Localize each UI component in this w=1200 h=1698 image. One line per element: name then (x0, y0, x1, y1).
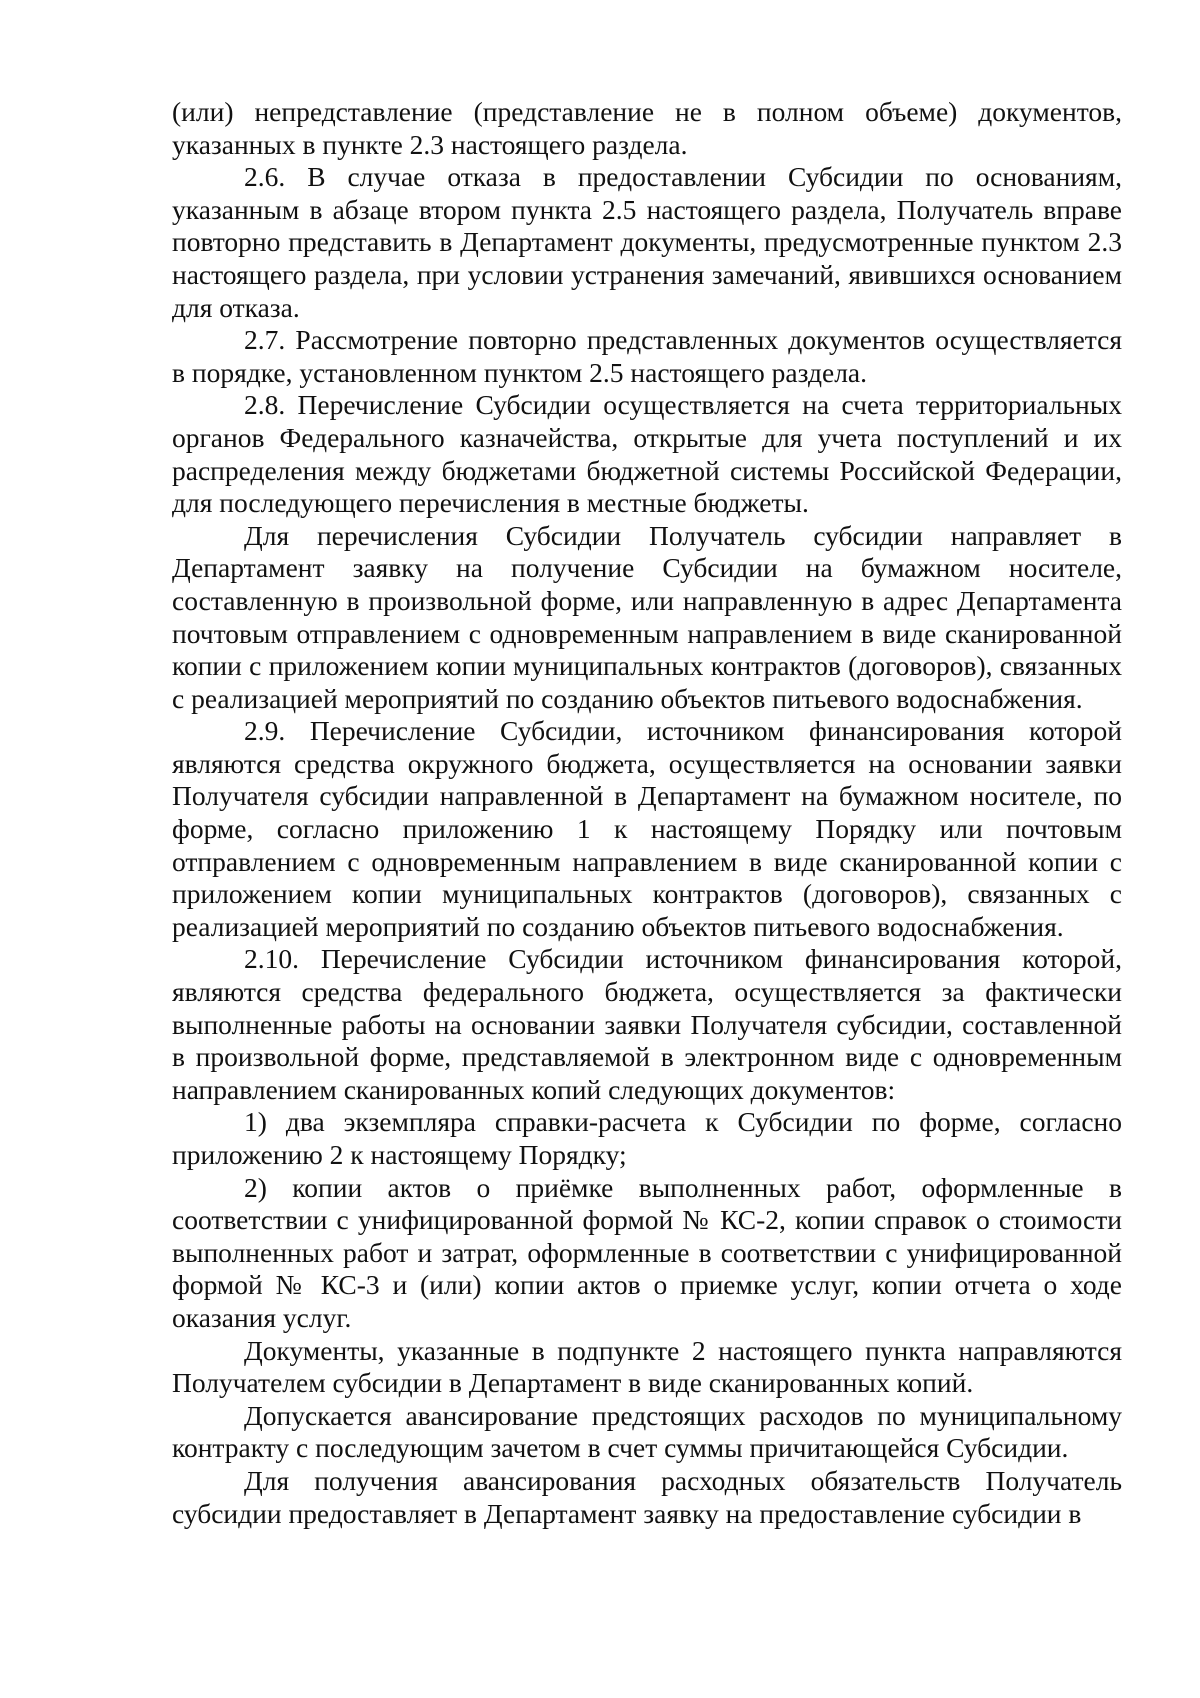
list-item-2: 2) копии актов о приёмке выполненных работ, оформленные в соответствии с унифицированной формой № КС-2, копии справок о стоимости выполненных работ и затрат, оформленные в соответствии с унифицированной формой № КС-3 и (или) копии актов о приемке услуг, копии отчета о ходе оказания услуг. (172, 1171, 1122, 1333)
paragraph-scanned-copies: Документы, указанные в подпункте 2 настоящего пункта направляются Получателем субсидии в Департамент в виде сканированных копий. (172, 1334, 1122, 1399)
paragraph-2-6: 2.6. В случае отказа в предоставлении Субсидии по основаниям, указанным в абзаце втором пункта 2.5 настоящего раздела, Получатель вправе повторно представить в Департамент документы, предусмотренные пунктом 2.3 настоящего раздела, при условии устранения замечаний, явившихся основанием для отказа. (172, 161, 1122, 323)
paragraph-2-7: 2.7. Рассмотрение повторно представленных документов осуществляется в порядке, установленном пунктом 2.5 настоящего раздела. (172, 324, 1122, 388)
paragraph-2-9: 2.9. Перечисление Субсидии, источником финансирования которой являются средства окружного бюджета, осуществляется на основании заявки Получателя субсидии направленной в Департамент на бумажном носителе, по форме, согласно приложению 1 к настоящему Порядку или почтовым отправлением с одновременным направлением в виде сканированной копии с приложением копии муниципальных контрактов (договоров), связанных с реализацией мероприятий по созданию объектов питьевого водоснабжения. (172, 715, 1122, 942)
paragraph-continuation: (или) непредставление (представление не в полном объеме) документов, указанных в пункте 2.3 настоящего раздела. (172, 96, 1122, 160)
list-item-1: 1) два экземпляра справки-расчета к Субсидии по форме, согласно приложению 2 к настоящему Порядку; (172, 1106, 1122, 1170)
paragraph-transfer-request: Для перечисления Субсидии Получатель субсидии направляет в Департамент заявку на получение Субсидии на бумажном носителе, составленную в произвольной форме, или направленную в адрес Департамента почтовым отправлением с одновременным направлением в виде сканированной копии с приложением копии муниципальных контрактов (договоров), связанных с реализацией мероприятий по созданию объектов питьевого водоснабжения. (172, 519, 1122, 714)
paragraph-advance-request: Для получения авансирования расходных обязательств Получатель субсидии предоставляет в Департамент заявку на предоставление субсидии в (172, 1464, 1122, 1529)
paragraph-advance-payment: Допускается авансирование предстоящих расходов по муниципальному контракту с последующим зачетом в счет суммы причитающейся Субсидии. (172, 1399, 1122, 1464)
document-body (172, 96, 1122, 1530)
paragraph-2-8: 2.8. Перечисление Субсидии осуществляется на счета территориальных органов Федерального казначейства, открытые для учета поступлений и их распределения между бюджетами бюджетной системы Российской Федерации, для последующего перечисления в местные бюджеты. (172, 389, 1122, 519)
paragraph-2-10: 2.10. Перечисление Субсидии источником финансирования которой, являются средства федерального бюджета, осуществляется за фактически выполненные работы на основании заявки Получателя субсидии, составленной в произвольной форме, представляемой в электронном виде с одновременным направлением сканированных копий следующих документов: (172, 943, 1122, 1105)
